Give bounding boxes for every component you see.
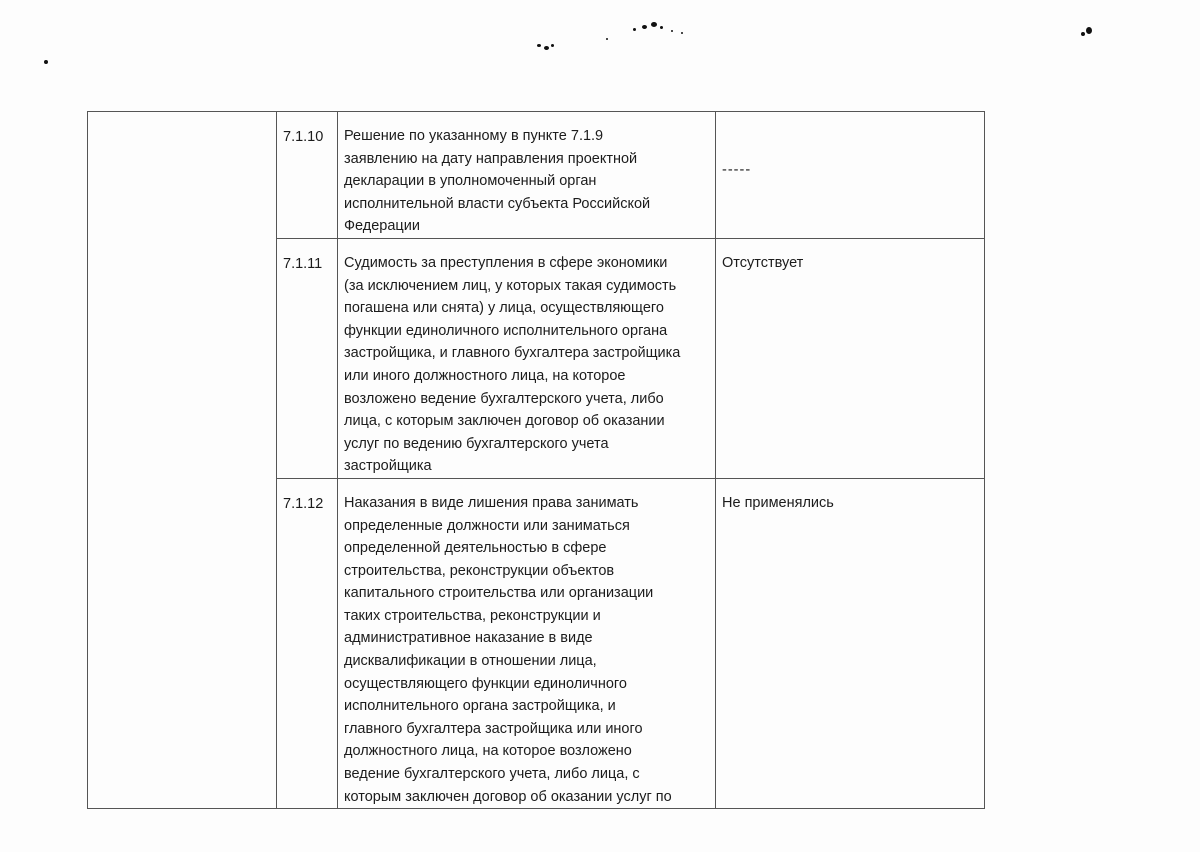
row-number: 7.1.10 [283,129,324,145]
declaration-table [87,111,985,809]
scan-speck [651,22,657,27]
scan-speck [1086,27,1092,34]
scan-speck [44,60,48,64]
row-number: 7.1.11 [283,255,323,272]
scan-speck [544,46,549,50]
row-value-cell [716,238,985,478]
row-number-cell [277,112,338,239]
scan-speck [642,25,647,29]
row-value-cell [716,112,985,239]
scan-speck [1081,32,1085,36]
row-description: Судимость за преступления в сфере экономики (за исключением лиц, у которых такая судимость погашена или снята) у лица, осуществляющего функции единоличного исполнительного органа застройщика, и главного бухгалтера застройщика или иного должностного лица, на которое возложено ведение бухгалтерского учета, либо лица, с которым заключен договор об оказании услуг по ведению бухгалтерского учета застройщика [344,254,681,475]
scan-speck [671,30,673,32]
row-number-cell [277,238,338,478]
scan-speck [537,44,541,47]
row-description: Решение по указанному в пункте 7.1.9 заявлению на дату направления проектной декларации в уполномоченный орган исполнительной власти субъекта Российской Федерации [344,128,651,235]
scan-speck [633,28,636,31]
scan-speck [660,26,663,29]
row-value: Не применялись [722,494,834,511]
row-description-cell [338,238,716,478]
scan-speck [551,44,554,47]
row-description: Наказания в виде лишения права занимать определенные должности или заниматься определенной деятельностью в сфере строительства, реконструкции объектов капитального строительства или организации таких строительства, реконструкции и административное наказание в виде дисквалификации в отношении лица, осуществляющего функции единоличного исполнительного органа застройщика, и главного бухгалтера застройщика или иного должностного лица, на которое возложено ведение бухгалтерского учета, либо лица, с которым заключен договор об оказании услуг по [344,494,672,805]
scan-speck [681,32,683,34]
row-value-cell [716,478,985,808]
row-number-cell [277,478,338,808]
row-value: ----- [722,162,752,178]
row-description-cell [338,478,716,808]
row-description-cell [338,112,716,239]
empty-left-column [88,112,277,809]
row-value: Отсутствует [722,254,804,271]
table-row [88,112,985,239]
row-number: 7.1.12 [283,495,324,512]
scan-speck [606,38,608,40]
